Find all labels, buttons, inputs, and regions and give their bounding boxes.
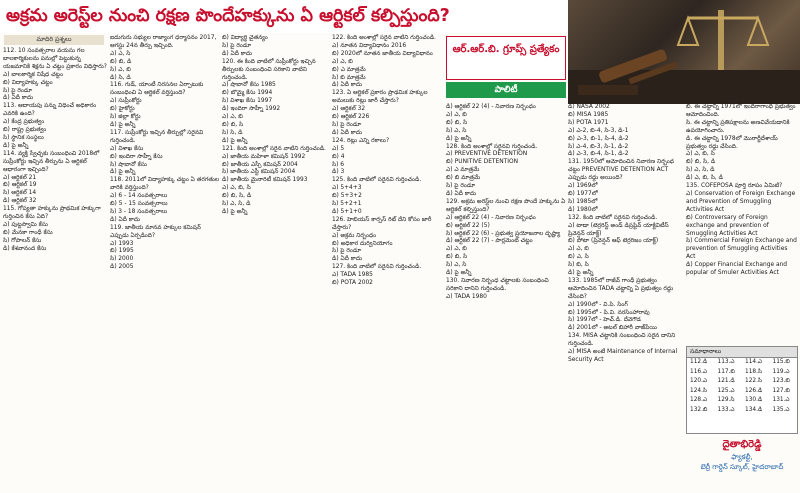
author-block [686, 438, 798, 490]
author-name: దైతాభిరెడ్డి [722, 439, 762, 450]
answer-cell: 115.బి [772, 359, 790, 365]
page-headline: అక్రమ అరెస్ట్‌ల నుంచి రక్షణ పొందేహక్కును ఏ ఆర్టికల్ కల్పిస్తుంది? [0, 0, 568, 33]
answers-row [687, 396, 797, 406]
answer-cell: 123.బి [772, 378, 790, 385]
answer-cell: 112.డి [690, 359, 708, 365]
answer-cell: 120.ఎ [690, 378, 708, 385]
answer-cell: 130.డి [745, 397, 763, 404]
answer-cell: 116.ఎ [690, 368, 708, 375]
answers-row [687, 406, 797, 416]
answer-cell: 114.ఎ [745, 359, 763, 365]
answers-row [687, 358, 797, 368]
answer-cell: 125.ఎ [717, 387, 735, 394]
answer-cell: 132.బి [690, 406, 708, 413]
author-role: ఫ్యాకల్టీ, [731, 453, 753, 461]
text-column-3: బి) విద్యార్థి చైతన్యం సి) పై రెండూ డి) ఏదీ కాదు 120. ఈ కింది వాటిలో సుప్రీంకోర్టు ఇచ్చిన తీర్పులకు సంబంధించి సరికాని వాటిని గుర్తించండి. ఎ) షాబానో కేసు 1985 బి) బొమ్మై కేసు 1994 సి) విశాఖ కేసు 1997 డి) ఇందిరా సాహ్నీ 1992 ఎ) ఎ, బి బి) బి, సి సి) సి, డి డి) పై అన్నీ 121. కింది అంశాల్లో సరైన వాటిని గుర్తించండి. ఎ) జాతీయ మహిళా కమిషన్ 1992 బి) జాతీయ ఎస్సీ కమిషన్ 2004 సి) జాతీయ ఎస్టీ కమిషన్ 2004 డి) జాతీయ మైనారిటీ కమిషన్ 1993 ఎ) ఎ, బి, సి బి) బి, సి, డి సి) ఎ, సి, డి డి) పై అన్నీ [222, 35, 326, 215]
answer-cell: 135.ఎ [772, 406, 790, 413]
answers-row [687, 368, 797, 378]
text-column-2: ఐదుగురు సభ్యుల రాజ్యాంగ ధర్మాసనం 2017, ఆగస్టు 24న తీర్పు ఇచ్చింది. ఎ) ఎ, సి బి) బి, డి సి) ఎ, బి డి) సి, డి 116. గుడ్, యాంటీ నిరసనల ఏర్పాటుకు సంబంధించి ఏ ఆర్టికల్ వర్తిస్తుంది? ఎ) సుప్రీంకోర్టు బి) హైకోర్టు సి) జిల్లా కోర్టు డి) పై అన్నీ 117. సుప్రీంకోర్టు ఇచ్చిన తీర్పుల్లో సరైనవి గుర్తించండి. ఎ) విశాఖ కేసు బి) ఇందిరా సాహ్నీ కేసు సి) షాబానో కేసు డి) పై అన్నీ 118. 2011లో విద్యాహక్కు చట్టం ఏ తరగతుల వారికి వర్తిస్తుంది? ఎ) 6 - 14 సంవత్సరాలు బి) 5 - 15 సంవత్సరాలు సి) 3 - 18 సంవత్సరాలు డి) ఏదీ కాదు 119. జాతీయ మానవ హక్కుల కమిషన్ ఎప్పుడు ఏర్పడింది? ఎ) 1993 బి) 1995 సి) 2000 డి) 2005 [110, 35, 220, 271]
answers-title: సమాధానాలు [687, 347, 797, 358]
answer-cell: 127.బి [772, 387, 790, 394]
answer-cell: 134.డి [745, 406, 763, 413]
text-column-7: బి. ఈ చట్టాన్ని 1971లో ఇందిరాగాంధీ ప్రభుత్వం ఆమోదించింది. సి. ఈ చట్టాన్ని ప్రతిపక్షాలను అణచివేయడానికి ఉపయోగించారు. డి. ఈ చట్టాన్ని 1978లో మొరార్జీదేశాయ్ ప్రభుత్వం రద్దు చేసింది. ఎ) ఎ, బి, సి బి) బి, సి, డి సి) ఎ, సి, డి డి) ఎ, బి, సి, డి 135. COFEPOSA పూర్తి రూపం ఏమిటి? ఎ) Conservation of Foreign Exchange and Prevention of Smuggling Activities Act బి) Controversary of Foreign exchange and prevention of Smuggling Activities Act సి) Commercial Foreign Exchange and prevention of Smuggling Activities Act డి) Copper Financial Exchange and popular of Smuler Activities Act [686, 104, 797, 277]
answer-cell: 119.ఎ [772, 368, 790, 375]
text-column-6: డి) NASA 2002 బి) MISA 1985 సి) POTA 1971 ఎ) ఎ-2, బి-4, సి-3, డి-1 బి) ఎ-3, బి-1, సి-4, డి-2 సి) ఎ-4, బి-3, సి-1, డి-2 డి) ఎ-3, బి-4, సి-1, డి-2 131. 1950లో ఆమోదించిన నివారణ నిర్బంధ చట్టం PREVENTIVE DETENTION ACT ఎప్పుడు రద్దు అయింది? ఎ) 1969లో బి) 1977లో సి) 1985లో డి) 1980లో 132. కింది వాటిలో సరైనవి గుర్తించండి. ఎ) టాడా (టెర్రరిస్ట్ అండ్ డిస్రప్టివ్ యాక్టివిటీస్ ప్రివెన్షన్ యాక్ట్) బి) పోటా (ప్రివెన్షన్ ఆఫ్ టెర్రరిజం యాక్ట్) ఎ) ఎ, బి బి) ఎ, సి సి) బి, సి డి) పై అన్నీ 133. 1985లో రాజీవ్ గాంధీ ప్రభుత్వం ఆమోదించిన TADA చట్టాన్ని ఏ ప్రభుత్వం రద్దు చేసింది? ఎ) 1990లో - వి.పి. సింగ్ బి) 1995లో - పి.వి. నరసింహారావు సి) 1997లో - హెచ్.డి. దేవెగౌడ డి) 2001లో - అటల్ బిహారీ వాజ్‌పేయి 134. MISA చట్టానికి సంబంధించి సరైన దానిని గుర్తించండి. ఎ) MISA అంటే Maintenance of Internal Security Act [568, 104, 678, 363]
section-tag: మాదిరి ప్రశ్నలు [4, 35, 104, 45]
special-box-title: ఆర్.ఆర్.బి. గ్రూప్స్ ప్రత్యేకం [446, 36, 566, 80]
special-box [446, 36, 566, 100]
answers-table [686, 346, 798, 434]
answer-cell: 117.బి [717, 368, 735, 375]
gavel-icon [568, 0, 800, 104]
answer-cell: 133.ఎ [717, 406, 735, 413]
answers-row [687, 377, 797, 387]
gavel-scales-photo [568, 0, 800, 104]
text-column-4: 122. కింది అంశాల్లో సరైన వాటిని గుర్తించండి. ఎ) నూతన విద్యావిధానం 2016 బి) 2020లో నూతన జాతీయ విద్యావిధానం ఎ) ఎ, బి బి) ఎ మాత్రమే సి) బి మాత్రమే డి) ఏదీ కాదు 123. ఏ ఆర్టికల్ ప్రకారం ప్రాథమిక హక్కుల అమలుకు రిట్లు జారీ చేస్తారు? ఎ) ఆర్టికల్ 32 బి) ఆర్టికల్ 226 సి) పై రెండూ డి) ఏదీ కాదు 124. రిట్లు ఎన్ని రకాలు? ఎ) 5 బి) 4 సి) 6 డి) 3 125. కింది వాటిలో సరైనవి గుర్తించండి. ఎ) 5+4+3 బి) 5+3+2 సి) 5+2+1 డి) 5+1+0 126. హెబియస్ కార్పస్ రిట్ దేని కోసం జారీ చేస్తారు? ఎ) అక్రమ నిర్బంధం బి) అధికార దుర్వినియోగం సి) పై రెండూ డి) ఏదీ కాదు 127. కింది వాటిలో సరైనవి గుర్తించండి. ఎ) TADA 1985 బి) POTA 2002 [332, 35, 436, 287]
author-school: బెర్రీ గార్డెన్ స్కూల్, హైదరాబాద్ [700, 463, 784, 471]
answer-cell: 118.సి [745, 368, 762, 375]
answer-cell: 131.ఎ [772, 397, 790, 404]
answer-cell: 124.సి [690, 387, 707, 394]
subject-label: పాలిటీ [446, 82, 566, 98]
text-column-5: డి) ఆర్టికల్ 22 (4) - నివారణ నిర్బంధం ఎ) ఎ, బి బి) బి, సి సి) ఎ, సి డి) పై అన్నీ 128. కింది అంశాల్లో సరైనవి గుర్తించండి. ఎ) PREVENTIVE DETENTION బి) PUNITIVE DETENTION ఎ) ఎ మాత్రమే బి) బి మాత్రమే సి) పై రెండూ డి) ఏదీ కాదు 129. అక్రమ అరెస్ట్‌ల నుంచి రక్షణ పొందే హక్కును ఏ ఆర్టికల్ కల్పిస్తుంది? ఎ) ఆర్టికల్ 22 (4) - నివారణ నిర్బంధం బి) ఆర్టికల్ 22 (5) సి) ఆర్టికల్ 22 (6) - ప్రభుత్వ ప్రయోజనాల దృష్ట్యా డి) ఆర్టికల్ 22 (7) - పార్లమెంట్ చట్టం ఎ) ఎ, బి బి) బి, సి సి) ఎ, సి డి) పై అన్నీ 130. నివారణ నిర్బంధ చట్టాలకు సంబంధించి సరికాని దానిని గుర్తించండి. ఎ) TADA 1980 [446, 104, 566, 300]
text-column-1: 112. 10 సంవత్సరాల వయసు గల బాలకార్మికులను పనుల్లో పెట్టుకున్న యజమానికి శిక్షను ఏ చట్టం ప్రకారం విధిస్తారు? ఎ) బాలకార్మిక నిషేధ చట్టం బి) విద్యాహక్కు చట్టం సి) పై రెండూ డి) ఏదీ కాదు 113. ఆదాయపు పన్ను విధించే అధికారం ఎవరికి ఉంది? ఎ) కేంద్ర ప్రభుత్వం బి) రాష్ట్ర ప్రభుత్వం సి) స్థానిక సంస్థలు డి) పై అన్నీ 114. వ్యక్తి స్వేచ్ఛకు సంబంధించి 2018లో సుప్రీంకోర్టు ఇచ్చిన తీర్పును ఏ ఆర్టికల్ ఆధారంగా ఇచ్చింది? ఎ) ఆర్టికల్ 21 బి) ఆర్టికల్ 19 సి) ఆర్టికల్ 14 డి) ఆర్టికల్ 32 115. గోప్యతా హక్కును ప్రాథమిక హక్కుగా గుర్తించిన కేసు ఏది? ఎ) పుట్టస్వామి కేసు బి) మేనకా గాంధీ కేసు సి) గోపాలన్ కేసు డి) కేశవానంద కేసు [3, 48, 107, 252]
answers-row [687, 387, 797, 397]
answer-cell: 128.ఎ [690, 397, 708, 404]
answer-cell: 113.ఎ [717, 359, 735, 365]
answer-cell: 122.సి [745, 378, 762, 385]
answer-cell: 126.డి [745, 387, 763, 394]
answer-cell: 121.డి [717, 378, 735, 385]
answer-cell: 129.సి [717, 397, 735, 404]
